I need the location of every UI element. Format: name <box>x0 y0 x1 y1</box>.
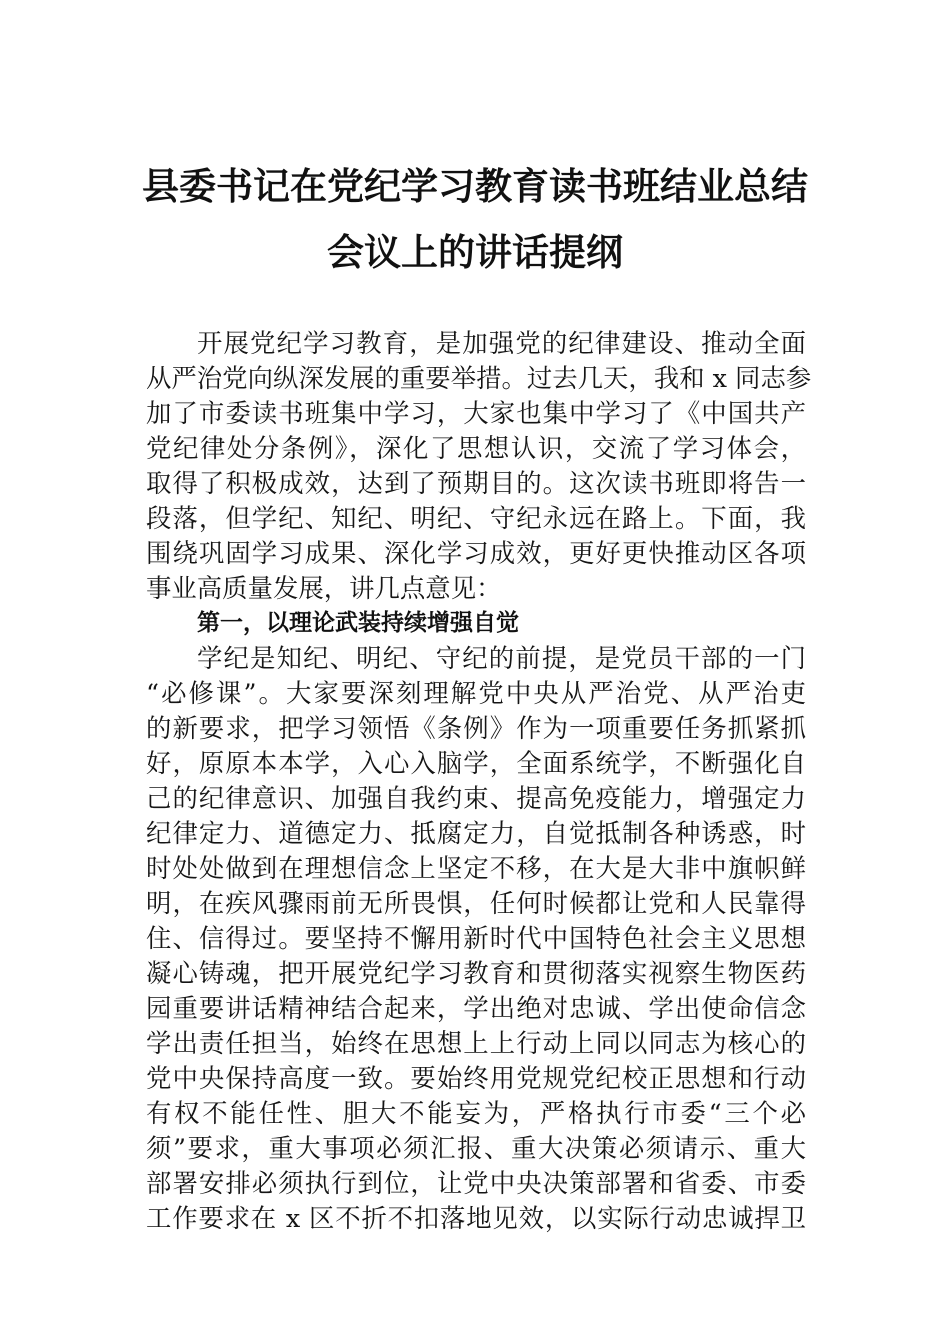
intro-line: 从严治党向纵深发展的重要举措。过去几天，我和 x 同志参 <box>146 363 812 393</box>
section-line: 部署安排必须执行到位，让党中央决策部署和省委、市委 <box>146 1168 806 1198</box>
section-heading: 第一，以理论武装持续增强自觉 <box>197 610 519 636</box>
section-line: 纪律定力、道德定力、抵腐定力，自觉抵制各种诱惑，时 <box>146 818 806 848</box>
section-line: 凝心铸魂，把开展党纪学习教育和贯彻落实视察生物医药 <box>146 958 806 988</box>
section-line: 时处处做到在理想信念上坚定不移，在大是大非中旗帜鲜 <box>146 853 806 883</box>
intro-line: 段落，但学纪、知纪、明纪、守纪永远在路上。下面，我 <box>146 503 806 533</box>
section-line: 有权不能任性、胆大不能妄为，严格执行市委“三个必 <box>146 1098 806 1128</box>
intro-line: 开展党纪学习教育，是加强党的纪律建设、推动全面 <box>197 328 806 358</box>
section-line: 工作要求在 x 区不折不扣落地见效，以实际行动忠诚捍卫 <box>146 1203 806 1233</box>
intro-line: 加了市委读书班集中学习，大家也集中学习了《中国共产 <box>146 398 806 428</box>
section-line: 己的纪律意识、加强自我约束、提高免疫能力，增强定力 <box>146 783 806 813</box>
section-line: “必修课”。大家要深刻理解党中央从严治党、从严治吏 <box>146 678 806 708</box>
intro-line: 取得了积极成效，达到了预期目的。这次读书班即将告一 <box>146 468 806 498</box>
document-title-line-2: 会议上的讲话提纲 <box>327 230 623 274</box>
section-line: 园重要讲话精神结合起来，学出绝对忠诚、学出使命信念 <box>146 993 806 1023</box>
section-line: 的新要求，把学习领悟《条例》作为一项重要任务抓紧抓 <box>146 713 806 743</box>
section-line: 好，原原本本学，入心入脑学，全面系统学，不断强化自 <box>146 748 806 778</box>
document-title-line-1: 县委书记在党纪学习教育读书班结业总结 <box>142 164 808 208</box>
section-line: 须”要求，重大事项必须汇报、重大决策必须请示、重大 <box>146 1133 806 1163</box>
section-line: 明，在疾风骤雨前无所畏惧，任何时候都让党和人民靠得 <box>146 888 806 918</box>
section-line: 学纪是知纪、明纪、守纪的前提，是党员干部的一门 <box>197 643 806 673</box>
section-line: 党中央保持高度一致。要始终用党规党纪校正思想和行动 <box>146 1063 806 1093</box>
section-line: 学出责任担当，始终在思想上上行动上同以同志为核心的 <box>146 1028 806 1058</box>
intro-line: 党纪律处分条例》，深化了思想认识，交流了学习体会， <box>146 433 806 463</box>
intro-line: 围绕巩固学习成果、深化学习成效，更好更快推动区各项 <box>146 538 806 568</box>
section-line: 住、信得过。要坚持不懈用新时代中国特色社会主义思想 <box>146 923 806 953</box>
intro-line: 事业高质量发展，讲几点意见： <box>146 573 502 603</box>
